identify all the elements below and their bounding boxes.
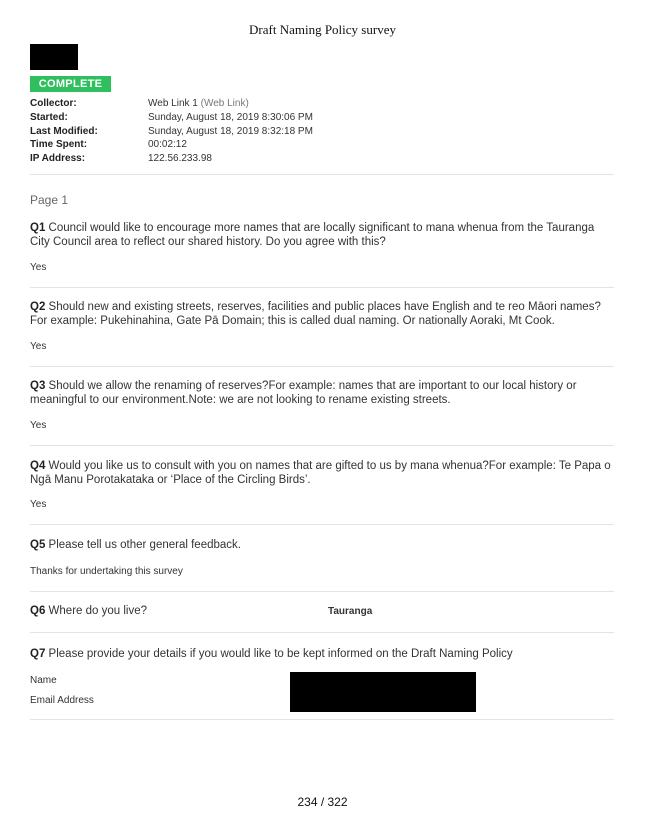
- question-number: Q4: [30, 460, 46, 472]
- redacted-contact-details: [290, 672, 476, 712]
- question-text: Would you like us to consult with you on names that are gifted to us by mana whenua?For example: Te Papa o Ngā Manu Porotakataka or ‘Place of the Circling Birds’.: [30, 460, 611, 486]
- question-text: Please provide your details if you would like to be kept informed on the Draft Naming Policy: [48, 648, 513, 660]
- question-number: Q1: [30, 222, 46, 234]
- divider: [30, 366, 614, 367]
- meta-started-value: Sunday, August 18, 2019 8:30:06 PM: [148, 111, 313, 123]
- question-q7: [30, 647, 614, 661]
- meta-collector-label: Collector:: [30, 98, 77, 109]
- document-title: Draft Naming Policy survey: [249, 22, 396, 37]
- meta-ip-address: [30, 152, 313, 166]
- meta-ip-value: 122.56.233.98: [148, 153, 212, 165]
- question-q4: [30, 459, 614, 487]
- page-number: 234 / 322: [297, 795, 348, 809]
- question-number: Q7: [30, 648, 46, 660]
- meta-modified-label: Last Modified:: [30, 125, 98, 137]
- divider: [30, 591, 614, 592]
- meta-collector-value: [148, 97, 249, 111]
- question-q2: [30, 300, 614, 328]
- question-text: Please tell us other general feedback.: [48, 539, 241, 551]
- response-metadata: [30, 97, 313, 166]
- divider: [30, 174, 614, 175]
- question-number: Q5: [30, 539, 46, 551]
- answer-q1: Yes: [30, 262, 47, 273]
- collector-type: (Web Link): [200, 98, 249, 109]
- divider: [30, 524, 614, 525]
- meta-started: [30, 111, 313, 125]
- answer-q6: Tauranga: [328, 606, 373, 617]
- question-q3: [30, 379, 614, 407]
- divider: [30, 632, 614, 633]
- divider: [30, 719, 614, 720]
- question-text: Where do you live?: [48, 605, 147, 617]
- meta-started-label: Started:: [30, 111, 68, 123]
- question-text: Should we allow the renaming of reserves?For example: names that are important to our local history or meaningful to our environment.Note: we are not looking to rename existing streets.: [30, 380, 577, 406]
- question-text: Should new and existing streets, reserves, facilities and public places have English and te reo Māori names?For example: Pukehinahina, Gate Pā Domain; this is called dual naming. Or nationally Aoraki, Mt Cook.: [30, 301, 601, 327]
- question-number: Q3: [30, 380, 46, 392]
- answer-q5: Thanks for undertaking this survey: [30, 566, 183, 577]
- collector-name: Web Link 1: [148, 98, 198, 109]
- question-number: Q2: [30, 301, 46, 313]
- question-number: Q6: [30, 605, 46, 617]
- question-q5: [30, 538, 614, 552]
- field-label-name: Name: [30, 675, 57, 686]
- meta-last-modified: [30, 125, 313, 139]
- meta-ip-label: IP Address:: [30, 153, 86, 165]
- page-label: Page 1: [30, 193, 69, 207]
- question-q1: [30, 221, 614, 249]
- field-label-email: Email Address: [30, 695, 94, 706]
- divider: [30, 287, 614, 288]
- question-text: Council would like to encourage more names that are locally significant to mana whenua from the Tauranga City Council area to reflect our shared history. Do you agree with this?: [30, 222, 595, 248]
- meta-time-value: 00:02:12: [148, 139, 187, 151]
- answer-q3: Yes: [30, 420, 47, 431]
- meta-modified-value: Sunday, August 18, 2019 8:32:18 PM: [148, 125, 313, 137]
- status-badge: COMPLETE: [30, 76, 111, 92]
- meta-time-spent: [30, 138, 313, 152]
- redacted-logo: [30, 44, 78, 70]
- question-q6: [30, 604, 310, 618]
- meta-time-label: Time Spent:: [30, 139, 88, 151]
- answer-q2: Yes: [30, 341, 47, 352]
- meta-collector: [30, 97, 313, 111]
- divider: [30, 445, 614, 446]
- answer-q4: Yes: [30, 499, 47, 510]
